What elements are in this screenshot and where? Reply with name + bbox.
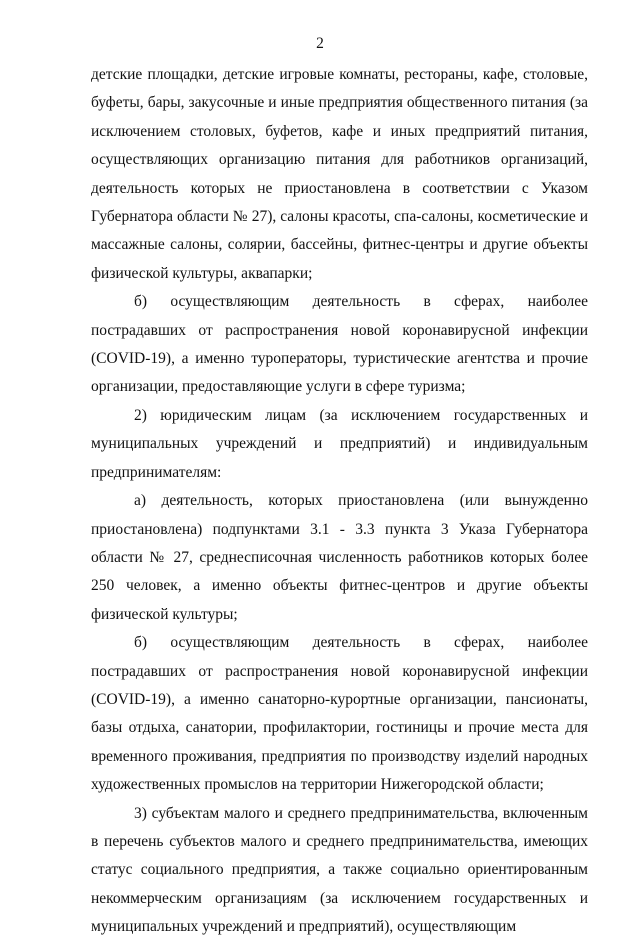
paragraph-continuation: детские площадки, детские игровые комнаты, рестораны, кафе, столовые, буфеты, бары, закусочные и иные предприятия общественного питания (за исключением столовых, буфетов, кафе и иных предприятий питания, осуществляющих организацию питания для работников организаций, деятельность которых не приостановлена в соответствии с Указом Губернатора области № 27), салоны красоты, спа-салоны, косметические и массажные салоны, солярии, бассейны, фитнес-центры и другие объекты физической культуры, аквапарки;: [91, 66, 588, 282]
paragraph-item-2-legal-entities: 2) юридическим лицам (за исключением государственных и муниципальных учреждений и предприятий) и индивидуальным предпринимателям:: [91, 406, 588, 481]
document-body: [91, 61, 588, 942]
paragraph-subitem-b-tourism: б) осуществляющим деятельность в сферах, наиболее пострадавших от распространения новой коронавирусной инфекции (COVID-19), а именно туроператоры, туристические агентства и прочие организации, предоставляющие услуги в сфере туризма;: [91, 293, 588, 396]
paragraph-subitem-b-resorts: б) осуществляющим деятельность в сферах, наиболее пострадавших от распространения новой коронавирусной инфекции (COVID-19), а именно санаторно-курортные организации, пансионаты, базы отдыха, санатории, профилактории, гостиницы и прочие места для временного проживания, предприятия по производству изделий народных художественных промыслов на территории Нижегородской области;: [91, 634, 588, 794]
paragraph-subitem-a-suspended: а) деятельность, которых приостановлена (или вынужденно приостановлена) подпунктами 3.1 - 3.3 пункта 3 Указа Губернатора области № 27, среднесписочная численность работников которых более 250 человек, а именно объекты фитнес-центров и другие объекты физической культуры;: [91, 492, 588, 623]
page-number: 2: [316, 35, 324, 52]
paragraph-item-3-small-business: 3) субъектам малого и среднего предпринимательства, включенным в перечень субъектов малого и среднего предпринимательства, имеющих статус социального предприятия, а также социально ориентированным некоммерческим организациям (за исключением государственных и муниципальных учреждений и предприятий), осуществляющим: [91, 804, 588, 936]
